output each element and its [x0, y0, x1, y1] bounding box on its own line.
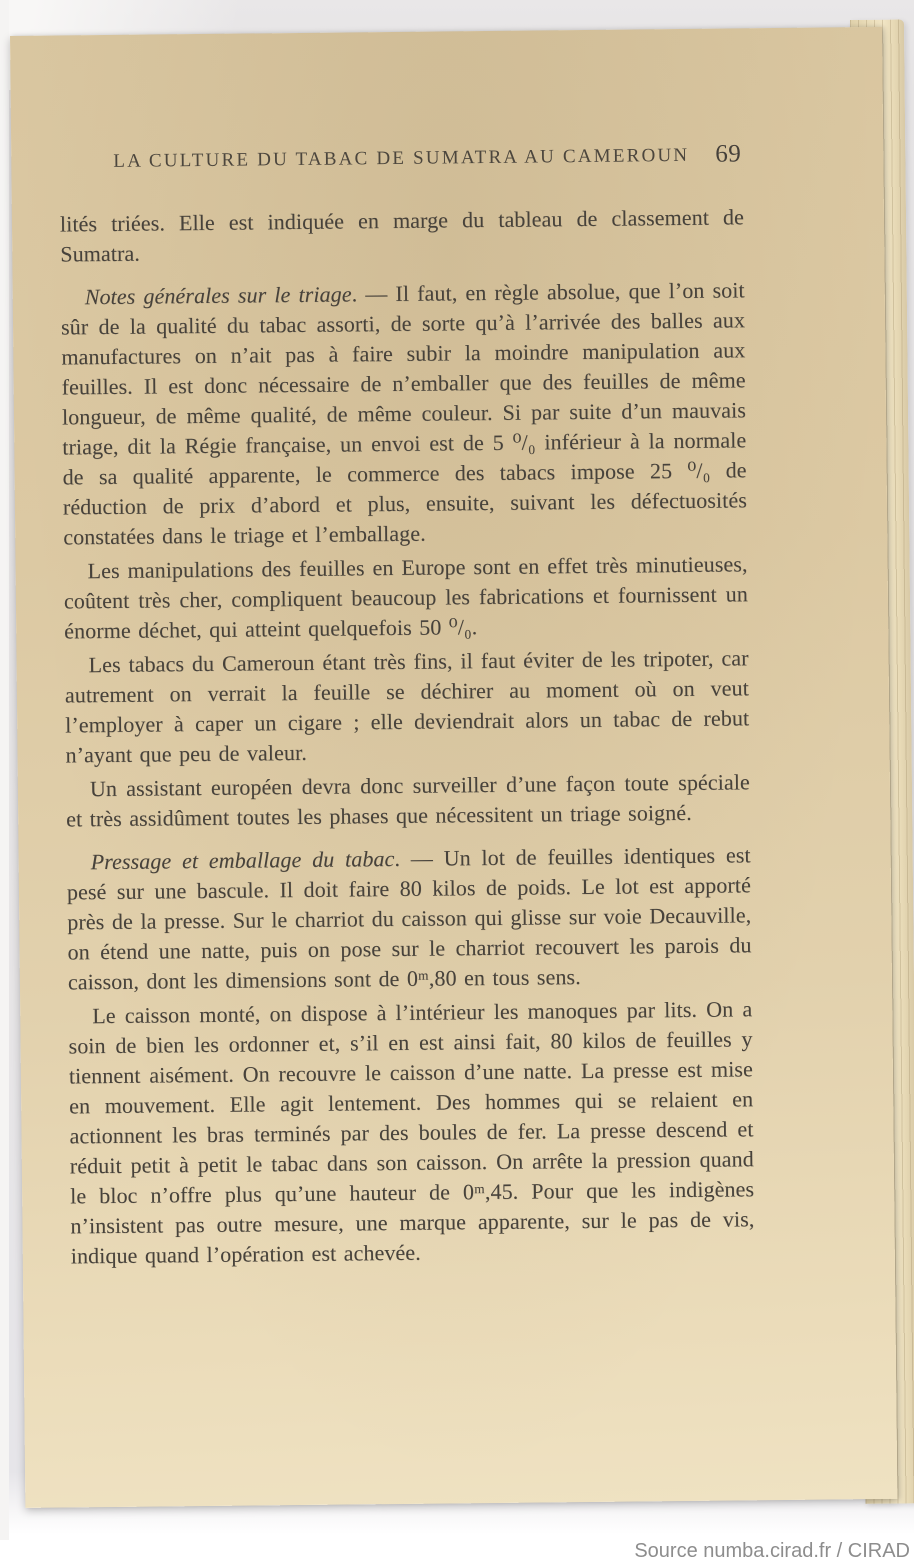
paragraph-lead-italic: Pressage et emballage du tabac: [90, 846, 395, 875]
page-body: [60, 202, 755, 1271]
book-page: [10, 27, 897, 1508]
page-header: [59, 140, 743, 177]
paragraph: Les manipulations des feuilles en Europe sont en effet très minutieuses, coûtent très cher, compliquent beaucoup les fabrications et fournissent un énorme déchet, qui atteint quelquefois 50 ⁰/₀.: [63, 551, 749, 644]
running-title: LA CULTURE DU TABAC DE SUMATRA AU CAMEROUN: [113, 144, 690, 172]
paragraph: Pressage et emballage du tabac. — Un lot de feuilles identiques est pesé sur une bascule. Il doit faire 80 kilos de poids. Le lot est apporté près de la presse. Sur le charriot du caisson qui glisse sur voie Decauville, on étend une natte, puis on pose sur le charriot recouvert les parois du caisson, dont les dimensions sont de 0ᵐ,80 en tous sens.: [66, 842, 752, 995]
paragraph: Le caisson monté, on dispose à l’intérieur les manoques par lits. On a soin de bien les ordonner et, s’il en est ainsi fait, 80 kilos de feuilles y tiennent aisément. On recouvre le caisson d’une natte. La presse est mise en mouvement. Elle agit lentement. Des hommes qui se relaient en actionnent les bras terminés par des boules de fer. La presse descend et réduit petit à petit le tabac dans son caisson. On arrête la pression quand le bloc n’offre plus qu’une hauteur de 0ᵐ,45. Pour que les indigènes n’insistent pas outre mesure, une marque apparente, sur le pas de vis, indique quand l’opération est achevée.: [68, 996, 755, 1269]
page-content: [59, 140, 755, 1271]
source-attribution: Source numba.cirad.fr / CIRAD: [634, 1540, 910, 1562]
paragraph-lead-italic: Notes générales sur le triage: [84, 281, 352, 310]
paragraph: Un assistant européen devra donc surveiller d’une façon toute spéciale et très assidûment toutes les phases que nécessitent un triage soigné.: [66, 769, 750, 832]
paragraph: lités triées. Elle est indiquée en marge du tableau de classement de Sumatra.: [59, 204, 745, 267]
paragraph: Notes générales sur le triage. — Il faut, en règle absolue, que l’on soit sûr de la qualité du tabac assorti, de sorte qu’à l’arrivée des balles aux manufactures on n’ait pas à faire subir la moindre manipulation aux feuilles. Il est donc nécessaire de n’emballer que des feuilles de même longueur, de même qualité, de même couleur. Si par suite d’un mauvais triage, dit la Régie française, un envoi est de 5 ⁰/₀ inférieur à la normale de sa qualité apparente, le commerce des tabacs impose 25 ⁰/₀ de réduction de prix d’abord et plus, ensuite, suivant les défectuosités constatées dans le triage et l’emballage.: [60, 277, 748, 550]
page-number: 69: [715, 140, 742, 168]
paragraph: Les tabacs du Cameroun étant très fins, il faut éviter de les tripoter, car autrement on verrait la feuille se déchirer au moment où on veut l’employer à caper un cigare ; elle deviendrait alors un tabac de rebut n’ayant que peu de valeur.: [64, 645, 750, 768]
